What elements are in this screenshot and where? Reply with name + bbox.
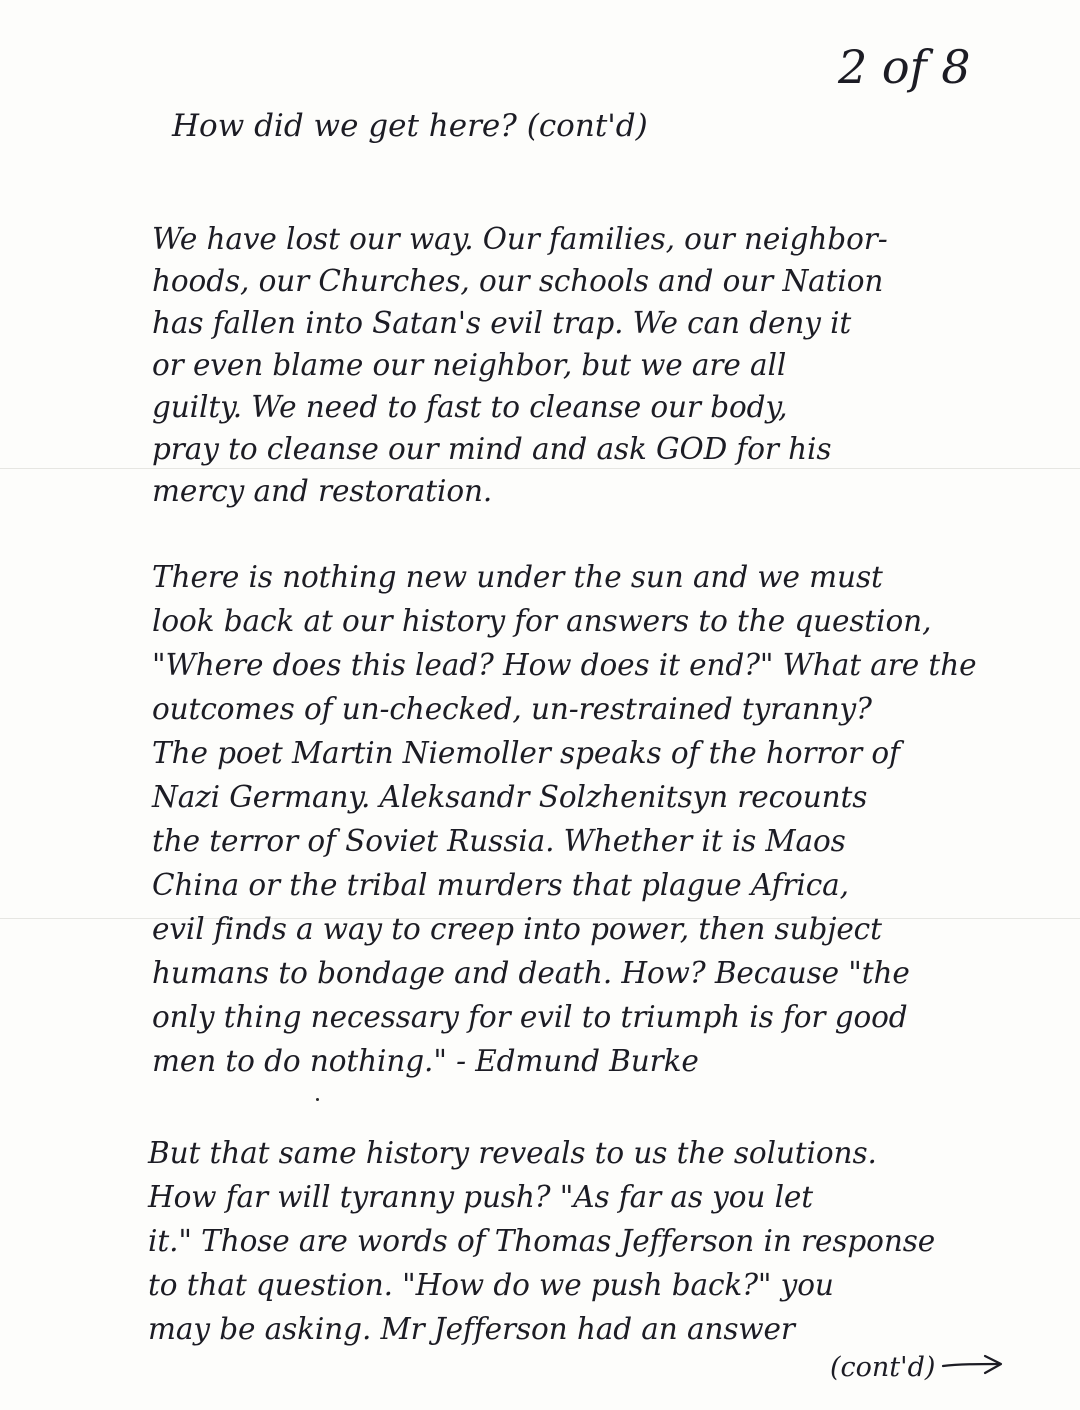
paragraph-3-line: may be asking. Mr Jefferson had an answer bbox=[148, 1312, 795, 1346]
paragraph-2-line: evil finds a way to creep into power, then subject bbox=[152, 912, 882, 946]
paragraph-3-line: But that same history reveals to us the solutions. bbox=[148, 1136, 877, 1170]
right-arrow-icon bbox=[941, 1352, 1005, 1383]
paragraph-2-line: Nazi Germany. Aleksandr Solzhenitsyn recounts bbox=[152, 780, 868, 814]
paragraph-2-line: the terror of Soviet Russia. Whether it is Maos bbox=[152, 824, 846, 858]
paragraph-3-line: How far will tyranny push? "As far as you let bbox=[148, 1180, 814, 1214]
paragraph-2-line: "Where does this lead? How does it end?" What are the bbox=[152, 648, 977, 682]
page-heading: How did we get here? (cont'd) bbox=[172, 108, 648, 144]
paragraph-3-line: to that question. "How do we push back?" you bbox=[148, 1268, 834, 1302]
paragraph-2-line: outcomes of un-checked, un-restrained tyranny? bbox=[152, 692, 872, 726]
continuation-label: (cont'd) bbox=[830, 1352, 936, 1383]
paragraph-1-line: has fallen into Satan's evil trap. We can deny it bbox=[152, 306, 852, 340]
paragraph-1-line: pray to cleanse our mind and ask GOD for his bbox=[152, 432, 832, 466]
paragraph-2-line: look back at our history for answers to the question, bbox=[152, 604, 932, 638]
paragraph-2-line: only thing necessary for evil to triumph is for good bbox=[152, 1000, 908, 1034]
paragraph-1-line: mercy and restoration. bbox=[152, 474, 493, 508]
continuation-marker bbox=[830, 1352, 1005, 1383]
paragraph-2-line: humans to bondage and death. How? Because "the bbox=[152, 956, 910, 990]
paragraph-3-line: it." Those are words of Thomas Jefferson in response bbox=[148, 1224, 936, 1258]
page-number: 2 of 8 bbox=[838, 40, 971, 94]
paragraph-2-line: The poet Martin Niemoller speaks of the horror of bbox=[152, 736, 900, 770]
paper-fold-line bbox=[0, 468, 1080, 469]
paragraph-2-line: There is nothing new under the sun and we must bbox=[152, 560, 883, 594]
paragraph-1-line: hoods, our Churches, our schools and our Nation bbox=[152, 264, 884, 298]
paragraph-2-line: China or the tribal murders that plague Africa, bbox=[152, 868, 849, 902]
paragraph-2-line: men to do nothing." - Edmund Burke bbox=[152, 1044, 699, 1078]
paragraph-1-line: We have lost our way. Our families, our neighbor- bbox=[152, 222, 888, 256]
paragraph-1-line: or even blame our neighbor, but we are all bbox=[152, 348, 787, 382]
ink-speck bbox=[316, 1098, 319, 1101]
paragraph-1-line: guilty. We need to fast to cleanse our body, bbox=[152, 390, 788, 424]
